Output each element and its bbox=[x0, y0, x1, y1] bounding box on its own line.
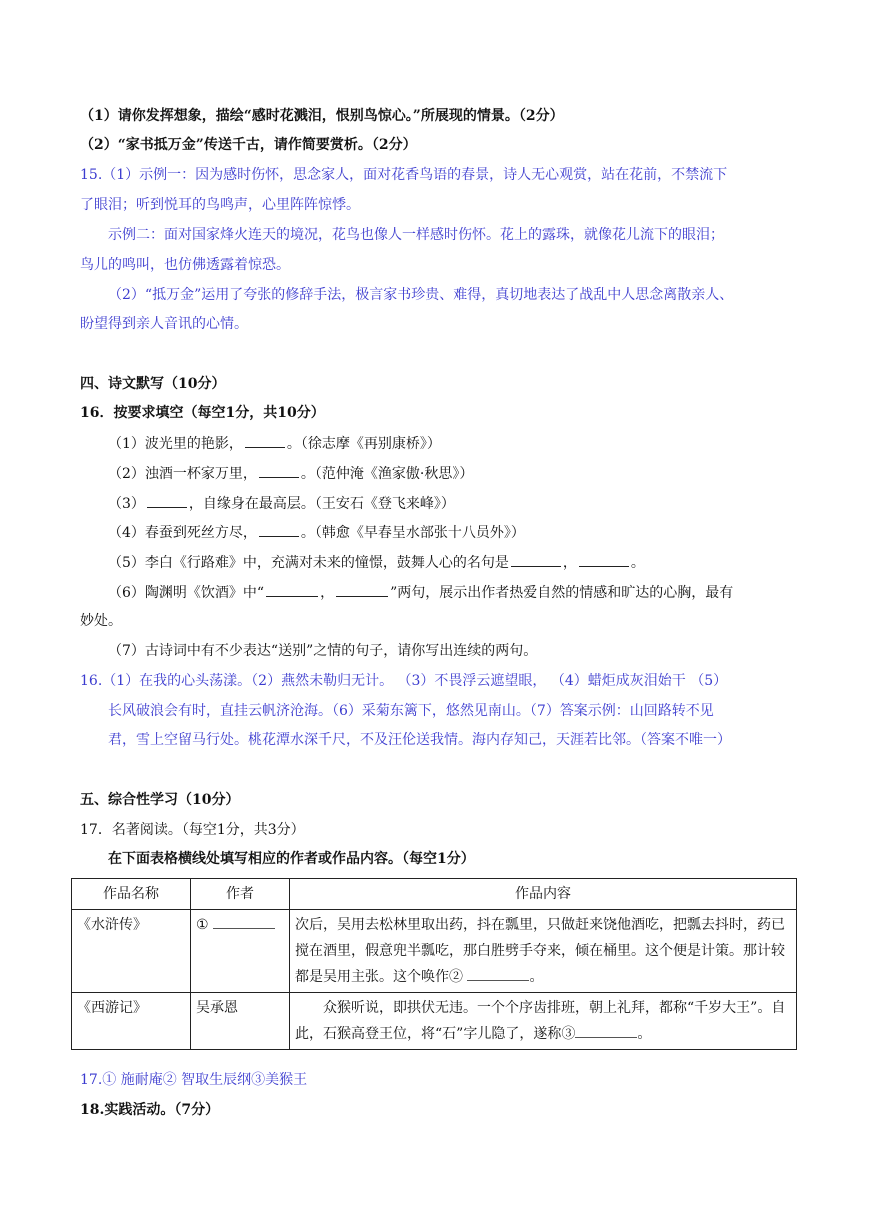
q17-title: 17．名著阅读。（每空1分，共3分） bbox=[80, 822, 305, 838]
q14-sub2: （2）“家书抵万金”传送千古，请作简要赏析。（2分） bbox=[80, 137, 417, 153]
cell-work: 《水浒传》 bbox=[72, 910, 191, 993]
answer-blank[interactable] bbox=[245, 433, 285, 448]
q16-item6-cont: 妙处。 bbox=[80, 613, 122, 629]
q16-item2: （2）浊酒一杯家万里， 。（范仲淹《渔家傲·秋思》） bbox=[108, 463, 473, 484]
cell-author: ① bbox=[191, 910, 290, 993]
section4-title: 四、诗文默写（10分） bbox=[80, 376, 226, 392]
works-table bbox=[71, 878, 797, 1050]
q18-title: 18.实践活动。（7分） bbox=[80, 1102, 220, 1118]
cell-author: 吴承恩 bbox=[191, 993, 290, 1050]
q16-title: 16．按要求填空（每空1分，共10分） bbox=[80, 405, 325, 421]
a16-line1: 16.（1）在我的心头荡漾。（2）燕然未勒归无计。 （3）不畏浮云遮望眼， （4）蜡炬成灰泪始干 （5） bbox=[80, 673, 728, 689]
a15-line4: 鸟儿的鸣叫，也仿佛透露着惊恐。 bbox=[80, 257, 290, 273]
a15-line5: （2）“抵万金”运用了夸张的修辞手法，极言家书珍贵、难得，真切地表达了战乱中人思念离散亲人、 bbox=[108, 287, 734, 303]
q17-instruction: 在下面表格横线处填写相应的作者或作品内容。（每空1分） bbox=[108, 851, 475, 867]
q16-item3: （3） ，自缘身在最高层。（王安石《登飞来峰》） bbox=[108, 493, 455, 514]
answer-blank[interactable] bbox=[147, 493, 187, 508]
table-header-row bbox=[72, 879, 797, 910]
table-row bbox=[72, 993, 797, 1050]
q16-item1: （1）波光里的艳影， 。（徐志摩《再别康桥》） bbox=[108, 433, 441, 454]
table-row bbox=[72, 910, 797, 993]
cell-content: 次后，吴用去松林里取出药，抖在瓢里，只做赶来饶他酒吃，把瓢去抖时，药已搅在酒里，假意兜半瓢吃，那白胜劈手夺来，倾在桶里。这个便是计策。那计较都是吴用主张。这个唤作② 。 bbox=[290, 910, 797, 993]
answer-blank[interactable] bbox=[213, 914, 275, 929]
header-author: 作者 bbox=[191, 879, 290, 910]
a16-line2: 长风破浪会有时，直挂云帆济沧海。（6）采菊东篱下，悠然见南山。（7）答案示例：山回路转不见 bbox=[108, 703, 714, 719]
a16-line3: 君，雪上空留马行处。桃花潭水深千尺，不及汪伦送我情。海内存知己，天涯若比邻。（答案不唯一） bbox=[108, 732, 731, 748]
answer-blank[interactable] bbox=[336, 582, 388, 597]
q16-item7: （7）古诗词中有不少表达“送别”之情的句子，请你写出连续的两句。 bbox=[108, 643, 538, 659]
header-work: 作品名称 bbox=[72, 879, 191, 910]
a15-line3: 示例二：面对国家烽火连天的境况，花鸟也像人一样感时伤怀。花上的露珠，就像花儿流下的眼泪； bbox=[108, 227, 724, 243]
header-content: 作品内容 bbox=[290, 879, 797, 910]
cell-work: 《西游记》 bbox=[72, 993, 191, 1050]
answer-blank[interactable] bbox=[579, 552, 629, 567]
cell-content: 众猴听说，即拱伏无违。一个个序齿排班，朝上礼拜，都称“千岁大王”。自此，石猴高登王位，将“石”字儿隐了，遂称③ 。 bbox=[290, 993, 797, 1050]
answer-blank[interactable] bbox=[266, 582, 318, 597]
q16-item4: （4）春蚕到死丝方尽， 。（韩愈《早春呈水部张十八员外》） bbox=[108, 522, 525, 543]
answer-blank[interactable] bbox=[511, 552, 561, 567]
section5-title: 五、综合性学习（10分） bbox=[80, 792, 240, 808]
a15-line6: 盼望得到亲人音讯的心情。 bbox=[80, 316, 248, 332]
q14-sub1: （1）请你发挥想象，描绘“感时花溅泪，恨别鸟惊心。”所展现的情景。（2分） bbox=[80, 108, 564, 124]
answer-blank[interactable] bbox=[259, 522, 299, 537]
a15-line2: 了眼泪；听到悦耳的鸟鸣声，心里阵阵惊悸。 bbox=[80, 197, 360, 213]
a15-line1: 15.（1）示例一：因为感时伤怀，思念家人，面对花香鸟语的春景，诗人无心观赏，站在花前，不禁流下 bbox=[80, 167, 728, 183]
a17-line: 17.① 施耐庵② 智取生辰纲③美猴王 bbox=[80, 1072, 308, 1088]
q16-item5: （5）李白《行路难》中，充满对未来的憧憬，鼓舞人心的名句是 ， 。 bbox=[108, 552, 645, 573]
answer-blank[interactable] bbox=[575, 1023, 637, 1038]
answer-blank[interactable] bbox=[259, 463, 299, 478]
q16-item6: （6）陶渊明《饮酒》中“ ， ”两句，展示出作者热爱自然的情感和旷达的心胸，最有 bbox=[108, 582, 733, 603]
answer-blank[interactable] bbox=[467, 966, 529, 981]
